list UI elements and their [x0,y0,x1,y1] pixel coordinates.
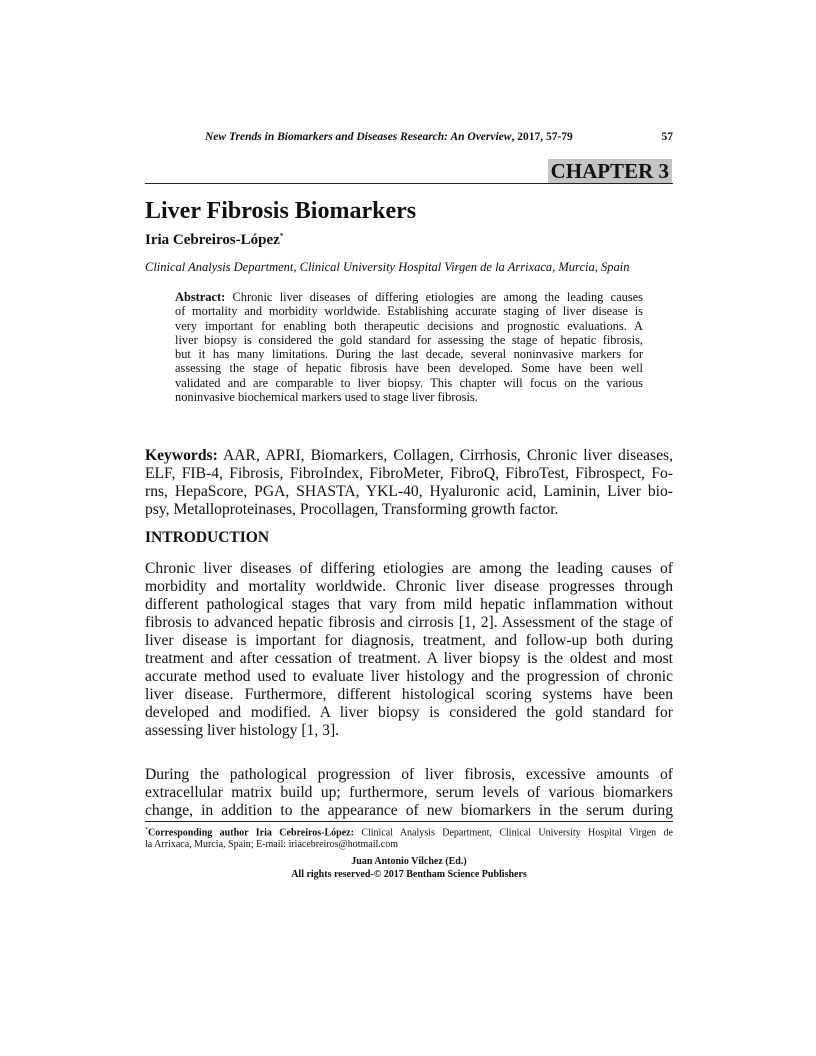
line-text: treatment and after cessation of treatment. A liver biopsy is the oldest and most [145,650,673,667]
text-line [145,839,673,851]
line-text: psy, Metalloproteinases, Procollagen, Transforming growth factor. [145,501,559,518]
text-line [175,347,643,361]
text-line [145,614,673,632]
introduction-paragraph-1 [145,560,673,740]
line-text: rns, HepaScore, PGA, SHASTA, YKL-40, Hyaluronic acid, Laminin, Liver bio- [145,483,673,500]
text-line [175,333,643,347]
text-line [145,784,673,802]
text-line [145,501,673,519]
text-line [175,390,643,404]
text-line [145,704,673,722]
text-line [175,319,643,333]
footnote-mark: * [145,827,148,833]
abstract [175,290,643,404]
page-number: 57 [661,131,673,143]
line-text: change, in addition to the appearance of new biomarkers in the serum during [145,802,673,819]
section-label: Keywords: [145,447,218,464]
text-line [175,376,643,390]
copyright-line: All rights reserved-© 2017 Bentham Science Publishers [291,869,527,880]
line-text: ELF, FIB-4, Fibrosis, FibroIndex, FibroMeter, FibroQ, FibroTest, Fibrospect, Fo- [145,465,673,482]
text-line [145,802,673,820]
running-head [205,131,673,143]
footnote-rule [145,821,673,822]
text-line [145,766,673,784]
line-text: of mortality and morbidity worldwide. Establishing accurate staging of liver disease is [175,304,643,319]
section-label: Abstract: [175,290,226,304]
author-name: Iria Cebreiros-López [145,232,280,248]
text-line [175,304,643,318]
text-line [145,596,673,614]
line-text: accurate method used to evaluate liver histology and the progression of chronic [145,668,673,685]
line-text: Chronic liver diseases of differing etiologies are among the leading causes [225,290,643,304]
line-text: la Arrixaca, Murcia, Spain; E-mail: iriacebreiros@hotmail.com [145,839,399,851]
affiliation: Clinical Analysis Department, Clinical University Hospital Virgen de la Arrixaca, Murcia, Spain [145,260,630,274]
text-line [145,632,673,650]
line-text: different pathological stages that vary from mild hepatic inflammation without [145,596,673,613]
text-line [145,560,673,578]
line-text: noninvasive biochemical markers used to stage liver fibrosis. [175,390,478,405]
text-line [145,686,673,704]
line-text: Clinical Analysis Department, Clinical University Hospital Virgen de [353,827,673,839]
line-text: extracellular matrix build up; furthermore, serum levels of various biomarkers [145,784,673,801]
line-text: very important for enabling both therapeutic decisions and prognostic evaluations. A [175,318,643,333]
text-line [145,483,673,501]
introduction-paragraph-2 [145,766,673,820]
line-text: During the pathological progression of liver fibrosis, excessive amounts of [145,766,673,783]
line-text: liver biopsy is considered the gold standard for assessing the stage of hepatic fibrosis, [175,332,643,347]
keywords [145,447,673,519]
text-line [145,668,673,686]
footnote [145,824,673,851]
text-line [145,650,673,668]
line-text: morbidity and mortality worldwide. Chronic liver disease progresses through [145,578,673,595]
line-text: assessing the stage of hepatic fibrosis have been developed. Some have been well [175,361,643,376]
line-text: assessing liver histology [1, 3]. [145,722,340,739]
text-line [145,824,673,839]
text-line [145,447,673,465]
line-text: Chronic liver diseases of differing etiologies are among the leading causes of [145,560,673,577]
chapter-title: Liver Fibrosis Biomarkers [145,198,417,224]
line-text: validated and are comparable to liver biopsy. This chapter will focus on the various [175,375,643,390]
text-line [175,361,643,375]
line-text: but it has many limitations. During the last decade, several noninvasive markers for [175,347,643,362]
line-text: developed and modified. A liver biopsy is considered the gold standard for [145,704,673,721]
book-meta: , 2017, 57-79 [511,131,573,143]
chapter-label: CHAPTER 3 [548,159,672,183]
author [145,232,283,249]
text-line [175,290,643,304]
editor-line: Juan Antonio Vílchez (Ed.) [351,856,467,867]
text-line [145,722,673,740]
line-text: liver disease. Furthermore, different histological scoring systems have been [145,686,673,703]
book-title: New Trends in Biomarkers and Diseases Research: An Overview [205,131,512,143]
author-mark: * [279,232,284,240]
line-text: AAR, APRI, Biomarkers, Collagen, Cirrhosis, Chronic liver diseases, [217,447,673,464]
section-label: Corresponding author Iria Cebreiros-López: [148,827,354,839]
line-text: liver disease is important for diagnosis, treatment, and follow-up both during [145,632,673,649]
line-text: fibrosis to advanced hepatic fibrosis and cirrosis [1, 2]. Assessment of the stage of [145,614,673,631]
introduction-heading: INTRODUCTION [145,529,270,546]
text-line [145,465,673,483]
header-rule [145,183,673,184]
text-line [145,578,673,596]
